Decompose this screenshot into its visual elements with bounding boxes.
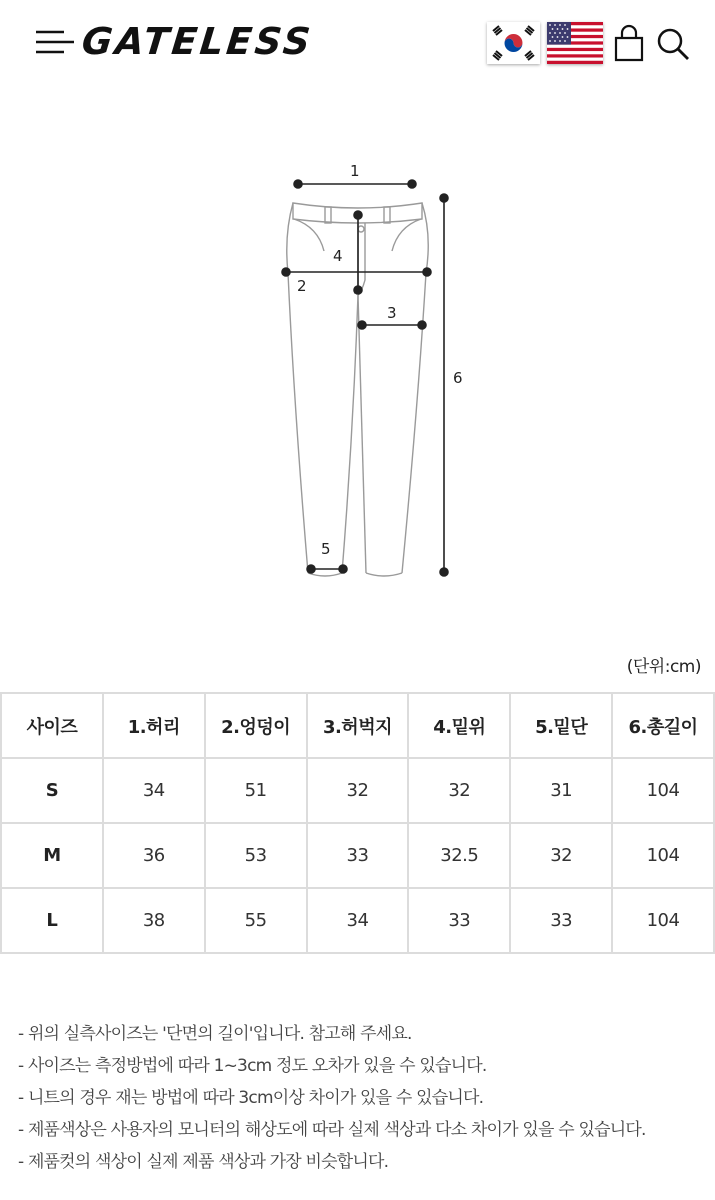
pants-measurement-diagram bbox=[270, 155, 490, 595]
korean-flag-icon[interactable] bbox=[487, 22, 540, 64]
size-notes bbox=[18, 1018, 708, 1178]
table-row bbox=[1, 823, 714, 888]
table-cell: 36 bbox=[103, 823, 205, 888]
header-thigh: 3.허벅지 bbox=[307, 693, 409, 758]
us-flag-icon[interactable] bbox=[547, 22, 603, 64]
header-hip: 2.엉덩이 bbox=[205, 693, 307, 758]
size-name-cell: M bbox=[1, 823, 103, 888]
table-cell: 33 bbox=[408, 888, 510, 953]
table-cell: 32 bbox=[510, 823, 612, 888]
table-cell: 53 bbox=[205, 823, 307, 888]
note-item: - 니트의 경우 재는 방법에 따라 3cm이상 차이가 있을 수 있습니다. bbox=[18, 1088, 484, 1108]
note-item: - 사이즈는 측정방법에 따라 1~3cm 정도 오차가 있을 수 있습니다. bbox=[18, 1056, 487, 1076]
table-cell: 34 bbox=[307, 888, 409, 953]
table-cell: 34 bbox=[103, 758, 205, 823]
table-cell: 104 bbox=[612, 888, 714, 953]
table-cell: 51 bbox=[205, 758, 307, 823]
table-cell: 33 bbox=[510, 888, 612, 953]
size-name-cell: S bbox=[1, 758, 103, 823]
diagram-label-5: 5 bbox=[321, 540, 331, 558]
table-cell: 32 bbox=[307, 758, 409, 823]
note-item: - 위의 실측사이즈는 '단면의 길이'입니다. 참고해 주세요. bbox=[18, 1024, 412, 1044]
header-rise: 4.밑위 bbox=[408, 693, 510, 758]
header-total-length: 6.총길이 bbox=[612, 693, 714, 758]
search-icon[interactable] bbox=[655, 26, 691, 62]
note-item: - 제품색상은 사용자의 모니터의 해상도에 따라 실제 색상과 다소 차이가 있을 수 있습니다. bbox=[18, 1120, 646, 1140]
header-hem: 5.밑단 bbox=[510, 693, 612, 758]
table-cell: 55 bbox=[205, 888, 307, 953]
unit-note: (단위:cm) bbox=[626, 657, 701, 677]
table-header-row bbox=[1, 693, 714, 758]
diagram-label-4: 4 bbox=[333, 247, 343, 265]
table-cell: 32.5 bbox=[408, 823, 510, 888]
diagram-label-1: 1 bbox=[350, 162, 360, 180]
header-size: 사이즈 bbox=[1, 693, 103, 758]
table-cell: 104 bbox=[612, 758, 714, 823]
site-logo[interactable]: GATELESS bbox=[79, 20, 316, 63]
table-cell: 31 bbox=[510, 758, 612, 823]
table-cell: 104 bbox=[612, 823, 714, 888]
table-cell: 33 bbox=[307, 823, 409, 888]
table-cell: 32 bbox=[408, 758, 510, 823]
table-cell: 38 bbox=[103, 888, 205, 953]
header-waist: 1.허리 bbox=[103, 693, 205, 758]
diagram-label-3: 3 bbox=[387, 304, 397, 322]
shopping-bag-icon[interactable] bbox=[612, 24, 646, 62]
size-name-cell: L bbox=[1, 888, 103, 953]
table-row bbox=[1, 758, 714, 823]
diagram-label-2: 2 bbox=[297, 277, 307, 295]
size-table bbox=[0, 692, 715, 954]
table-row bbox=[1, 888, 714, 953]
note-item: - 제품컷의 색상이 실제 제품 색상과 가장 비슷합니다. bbox=[18, 1152, 389, 1172]
diagram-label-6: 6 bbox=[453, 369, 463, 387]
site-header bbox=[0, 0, 715, 84]
menu-icon[interactable] bbox=[34, 28, 76, 58]
